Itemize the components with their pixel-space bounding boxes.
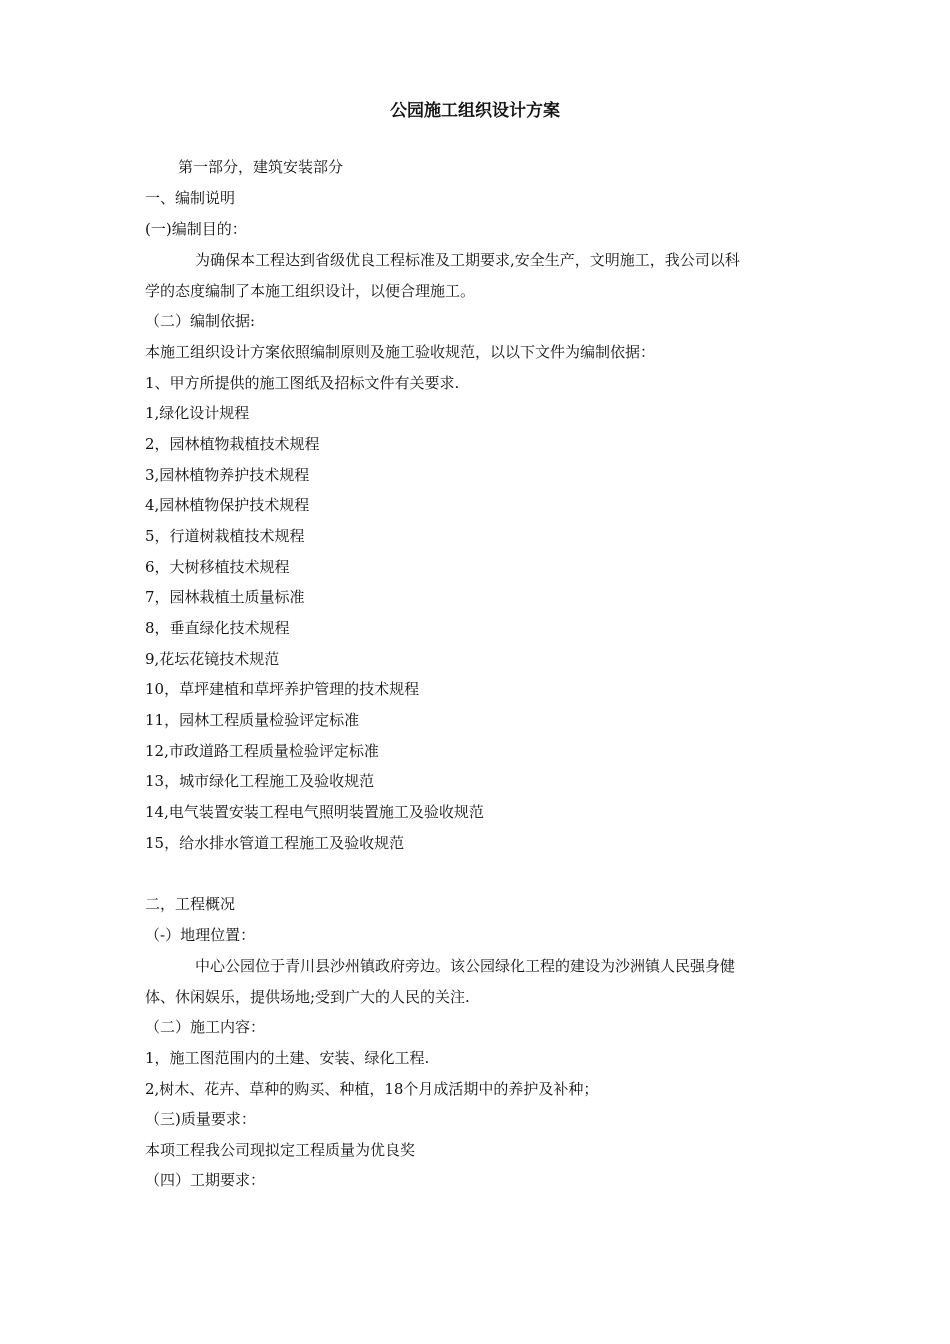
list-item: 4,园林植物保护技术规程 [145, 496, 310, 514]
subsection-heading: （-）地理位置： [145, 926, 256, 944]
subsection-heading: (一)编制目的： [145, 220, 247, 238]
paragraph-line: 本项工程我公司现拟定工程质量为优良奖 [145, 1141, 416, 1159]
list-item: 1,绿化设计规程 [145, 404, 250, 422]
section-heading: 二，工程概况 [145, 895, 236, 913]
subsection-heading: （三)质量要求： [145, 1110, 256, 1128]
list-item: 10，草坪建植和草坪养护管理的技术规程 [145, 680, 420, 698]
paragraph-line: 中心公园位于青川县沙州镇政府旁边。该公园绿化工程的建设为沙洲镇人民强身健 [195, 957, 736, 975]
list-item: 14,电气装置安装工程电气照明装置施工及验收规范 [145, 803, 484, 821]
list-item: 6，大树移植技术规程 [145, 558, 290, 576]
list-item: 13，城市绿化工程施工及验收规范 [145, 772, 375, 790]
list-item: 3,园林植物养护技术规程 [145, 466, 310, 484]
document-title: 公园施工组织设计方案 [390, 101, 560, 121]
list-item: 1、甲方所提供的施工图纸及招标文件有关要求. [145, 374, 460, 392]
list-item: 15，给水排水管道工程施工及验收规范 [145, 834, 405, 852]
paragraph-line: 学的态度编制了本施工组织设计，以便合理施工。 [145, 282, 476, 300]
subsection-heading: （二）施工内容： [145, 1018, 266, 1036]
paragraph-line: 本施工组织设计方案依照编制原则及施工验收规范，以以下文件为编制依据： [145, 343, 656, 361]
list-item: 2,树木、花卉、草种的购买、种植，18个月成活期中的养护及补种； [145, 1080, 599, 1098]
part-heading: 第一部分，建筑安装部分 [178, 158, 344, 176]
paragraph-line: 为确保本工程达到省级优良工程标准及工期要求,安全生产，文明施工，我公司以科 [195, 251, 740, 269]
list-item: 9,花坛花镜技术规范 [145, 650, 280, 668]
list-item: 7，园林栽植土质量标准 [145, 588, 305, 606]
subsection-heading: （四）工期要求： [145, 1171, 266, 1189]
list-item: 2，园林植物栽植技术规程 [145, 435, 320, 453]
list-item: 5，行道树栽植技术规程 [145, 527, 305, 545]
list-item: 12,市政道路工程质量检验评定标准 [145, 742, 379, 760]
list-item: 11，园林工程质量检验评定标准 [145, 711, 360, 729]
list-item: 8，垂直绿化技术规程 [145, 619, 290, 637]
list-item: 1，施工图范围内的土建、安装、绿化工程. [145, 1049, 430, 1067]
paragraph-line: 体、休闲娱乐，提供场地;受到广大的人民的关注. [145, 988, 470, 1006]
section-heading: 一、编制说明 [145, 189, 236, 207]
subsection-heading: （二）编制依据: [145, 312, 256, 330]
